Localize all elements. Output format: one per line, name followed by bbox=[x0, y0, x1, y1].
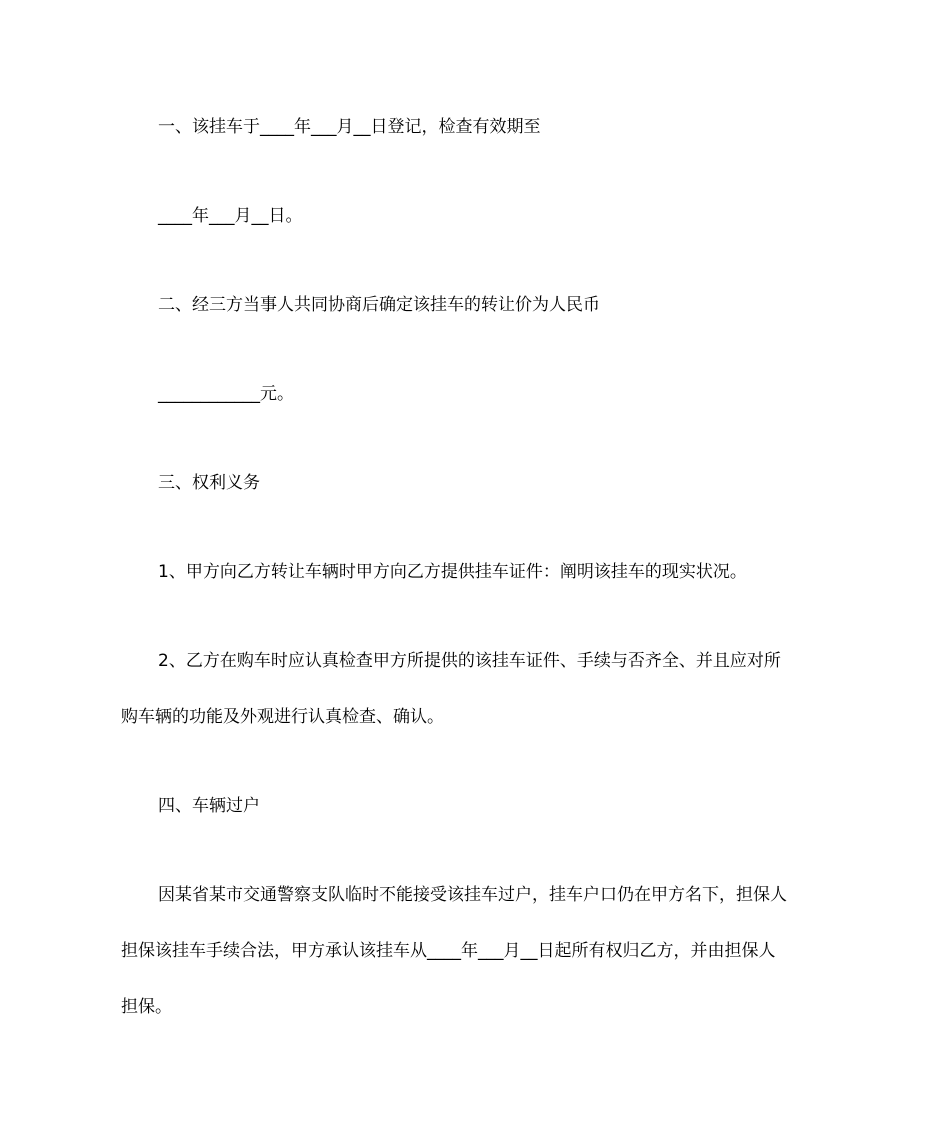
section-4-heading: 四、车辆过户 bbox=[158, 796, 260, 816]
clause-2-line-2: ____________元。 bbox=[158, 384, 294, 404]
clause-1-line-1: 一、该挂车于____年___月__日登记，检查有效期至 bbox=[158, 117, 541, 137]
section-3-heading: 三、权利义务 bbox=[158, 473, 260, 493]
section-4-para-line-1: 因某省某市交通警察支队临时不能接受该挂车过户，挂车户口仍在甲方名下，担保人 bbox=[158, 885, 787, 905]
section-4-para-line-3: 担保。 bbox=[121, 997, 172, 1017]
section-3-item-2-line-2: 购车辆的功能及外观进行认真检查、确认。 bbox=[121, 707, 444, 727]
clause-1-line-2: ____年___月__日。 bbox=[158, 206, 303, 226]
section-3-item-1: 1、甲方向乙方转让车辆时甲方向乙方提供挂车证件：阐明该挂车的现实状况。 bbox=[158, 562, 747, 582]
section-3-item-2-line-1: 2、乙方在购车时应认真检查甲方所提供的该挂车证件、手续与否齐全、并且应对所 bbox=[158, 651, 781, 671]
section-4-para-line-2: 担保该挂车手续合法，甲方承认该挂车从____年___月__日起所有权归乙方，并由担保人 bbox=[121, 941, 776, 961]
clause-2-line-1: 二、经三方当事人共同协商后确定该挂车的转让价为人民币 bbox=[158, 295, 600, 315]
